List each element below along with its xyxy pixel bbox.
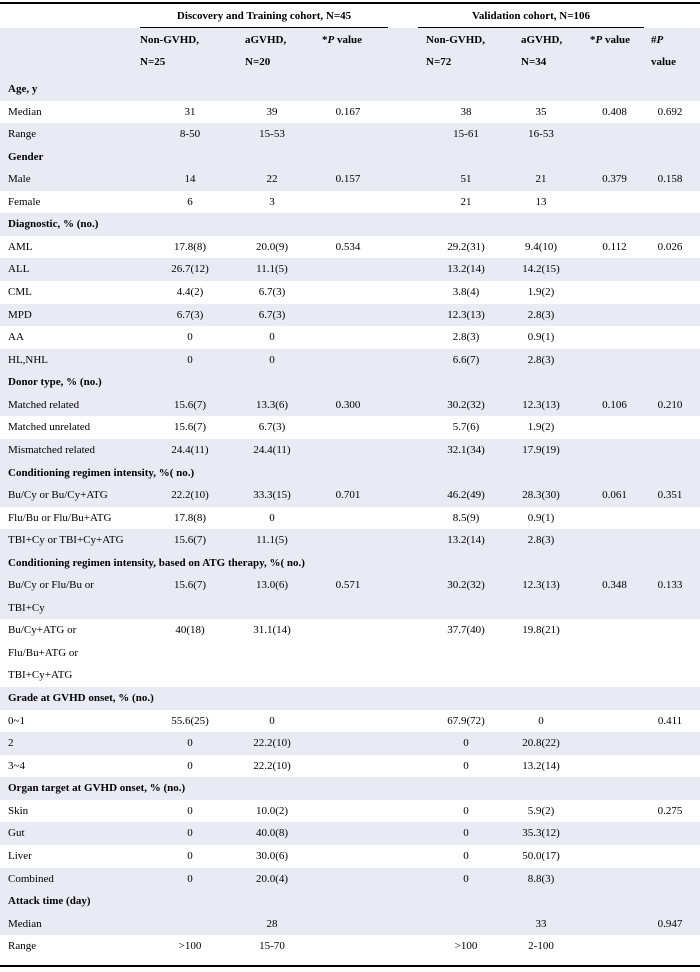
table-cell: 20.8(22)	[522, 737, 560, 750]
row-label-line: Bu/Cy+ATG or	[8, 624, 77, 637]
table-cell: 16-53	[528, 128, 554, 141]
table-cell: 0.411	[657, 714, 683, 727]
table-cell: 0.167	[335, 105, 361, 118]
row-label	[8, 619, 78, 687]
section-label: Gender	[8, 150, 44, 163]
table-cell: 12.3(13)	[522, 398, 560, 411]
table-cell: 10.0(2)	[255, 804, 289, 817]
table-cell: 2-100	[528, 940, 554, 953]
row-label-line: Flu/Bu+ATG or	[8, 646, 79, 659]
table-cell: 0	[269, 714, 275, 727]
table-cell: 0	[463, 759, 469, 772]
table-cell: 32.1(34)	[447, 443, 485, 456]
table-cell: 0	[463, 850, 469, 863]
table-row	[0, 168, 700, 191]
table-cell: 0	[463, 804, 469, 817]
table-row	[0, 913, 700, 936]
table-cell: 21	[535, 173, 547, 186]
table-cell: 0.157	[335, 173, 361, 186]
table-cell: 0.300	[335, 398, 361, 411]
row-label: AML	[8, 240, 33, 253]
table-cell: 8.5(9)	[452, 511, 480, 524]
table-row	[0, 484, 700, 507]
table-row	[0, 101, 700, 124]
row-label: 2	[8, 737, 14, 750]
table-cell: 17.8(8)	[173, 240, 207, 253]
section-row	[0, 78, 700, 101]
table-cell: 13.2(14)	[447, 534, 485, 547]
header-non-gvhd-validation: Non-GVHD, N=72	[426, 34, 485, 68]
table-row	[0, 326, 700, 349]
table-cell: 13.2(14)	[447, 263, 485, 276]
row-label: Combined	[8, 872, 54, 885]
table-cell: >100	[454, 940, 478, 953]
row-label: 3~4	[8, 759, 25, 772]
table-row	[0, 281, 700, 304]
table-cell: 12.3(13)	[522, 579, 560, 592]
section-label: Diagnostic, % (no.)	[8, 218, 99, 231]
table-cell: 17.9(19)	[522, 443, 560, 456]
table-cell: 20.0(9)	[255, 240, 289, 253]
table-cell: 0.133	[657, 579, 683, 592]
section-row	[0, 687, 700, 710]
table-cell: 6.7(3)	[176, 308, 204, 321]
table-cell: 12.3(13)	[447, 308, 485, 321]
table-cell: 31	[184, 105, 196, 118]
table-cell: 0.701	[335, 489, 361, 502]
table-row	[0, 710, 700, 733]
table-cell: 1.9(2)	[527, 421, 555, 434]
table-cell: 5.7(6)	[452, 421, 480, 434]
table-cell: 39	[266, 105, 278, 118]
row-label: Median	[8, 105, 42, 118]
row-label: Liver	[8, 850, 32, 863]
table-cell: 0.348	[602, 579, 627, 592]
section-label: Age, y	[8, 83, 38, 95]
table-cell: 15.6(7)	[173, 398, 207, 411]
table-cell: 0.9(1)	[527, 511, 555, 524]
row-label: TBI+Cy or TBI+Cy+ATG	[8, 534, 124, 547]
table-cell: 37.7(40)	[447, 624, 485, 637]
table-cell: 0.210	[657, 398, 683, 411]
table-row	[0, 800, 700, 823]
table-cell: 3	[269, 195, 275, 208]
table-cell: 0	[269, 331, 275, 344]
table-bottom-rule	[0, 965, 700, 967]
table-cell: 29.2(31)	[447, 240, 485, 253]
table-row	[0, 123, 700, 146]
table-cell: 0	[463, 827, 469, 840]
table-cell: 8-50	[179, 128, 201, 141]
section-label: Donor type, % (no.)	[8, 376, 102, 389]
table-row	[0, 416, 700, 439]
table-cell: 30.2(32)	[447, 579, 485, 592]
table-cell: 22	[266, 173, 278, 186]
table-cell: 17.8(8)	[173, 511, 207, 524]
table-row	[0, 732, 700, 755]
row-label: Bu/Cy or Bu/Cy+ATG	[8, 489, 108, 502]
header-p-value-comparison: #P value	[651, 34, 677, 68]
table-cell: 30.2(32)	[447, 398, 485, 411]
section-label: Organ target at GVHD onset, % (no.)	[8, 782, 186, 795]
section-row	[0, 777, 700, 800]
table-cell: 0.692	[657, 105, 683, 118]
table-cell: 0	[187, 827, 193, 840]
table-cell: 6	[187, 195, 193, 208]
table-cell: 15.6(7)	[173, 534, 207, 547]
table-row	[0, 619, 700, 687]
row-label: Skin	[8, 804, 29, 817]
table-row	[0, 439, 700, 462]
table-row	[0, 868, 700, 891]
table-row	[0, 236, 700, 259]
row-label-line: TBI+Cy	[8, 601, 45, 614]
table-cell: 38	[460, 105, 472, 118]
table-cell: 0.947	[657, 917, 683, 930]
row-label: Range	[8, 128, 37, 141]
table-cell: 6.6(7)	[452, 353, 480, 366]
table-cell: 0	[187, 331, 193, 344]
table-cell: 67.9(72)	[447, 714, 485, 727]
table-cell: 31.1(14)	[253, 624, 291, 637]
row-label: HL,NHL	[8, 353, 49, 366]
table-cell: 0.106	[602, 398, 627, 411]
row-label: CML	[8, 286, 32, 299]
table-cell: 0	[187, 737, 193, 750]
table-cell: 14	[184, 173, 196, 186]
row-label: Mismatched related	[8, 443, 96, 456]
table-row	[0, 304, 700, 327]
table-top-rule	[0, 2, 700, 4]
table-cell: 15-53	[259, 128, 285, 141]
table-cell: 19.8(21)	[522, 624, 560, 637]
row-label: Range	[8, 940, 37, 953]
cohort-title-discovery: Discovery and Training cohort, N=45	[176, 10, 352, 22]
row-label: AA	[8, 331, 24, 344]
table-cell: 24.4(11)	[171, 443, 209, 456]
table-cell: 40.0(8)	[255, 827, 289, 840]
table-cell: 35	[535, 105, 547, 118]
table-cell: 0	[538, 714, 544, 727]
table-cell: 0	[187, 872, 193, 885]
table-cell: 2.8(3)	[527, 534, 555, 547]
section-row	[0, 146, 700, 169]
table-row	[0, 258, 700, 281]
table-cell: 0	[463, 872, 469, 885]
table-cell: 51	[460, 173, 472, 186]
header-agvhd-discovery: aGVHD, N=20	[245, 34, 287, 68]
table-row	[0, 507, 700, 530]
table-cell: 15.6(7)	[173, 421, 207, 434]
table-cell: 0.534	[335, 240, 361, 253]
table-cell: 13.2(14)	[522, 759, 560, 772]
table-row	[0, 845, 700, 868]
table-cell: 0	[463, 737, 469, 750]
table-cell: 0.351	[657, 489, 683, 502]
table-row	[0, 822, 700, 845]
table-cell: 8.8(3)	[527, 872, 555, 885]
table-cell: 46.2(49)	[447, 489, 485, 502]
table-cell: 28	[266, 917, 278, 930]
table-cell: 21	[460, 195, 472, 208]
table-cell: 33	[535, 917, 547, 930]
table-cell: 30.0(6)	[255, 850, 289, 863]
table-cell: 55.6(25)	[171, 714, 209, 727]
section-row	[0, 552, 700, 575]
header-non-gvhd-discovery: Non-GVHD, N=25	[140, 34, 199, 68]
table-row	[0, 574, 700, 619]
section-label: Grade at GVHD onset, % (no.)	[8, 692, 154, 705]
table-cell: 6.7(3)	[258, 286, 286, 299]
section-label: Attack time (day)	[8, 895, 91, 908]
table-cell: 4.4(2)	[176, 286, 204, 299]
table-cell: 15-70	[259, 940, 285, 953]
table-cell: 22.2(10)	[253, 737, 291, 750]
section-row	[0, 371, 700, 394]
table-cell: 0	[187, 353, 193, 366]
table-cell: 0	[269, 353, 275, 366]
row-label: Matched related	[8, 398, 80, 411]
row-label: MPD	[8, 308, 32, 321]
table-cell: 11.1(5)	[256, 534, 288, 547]
table-row	[0, 755, 700, 778]
section-row	[0, 890, 700, 913]
header-agvhd-validation: aGVHD, N=34	[521, 34, 563, 68]
row-label: ALL	[8, 263, 30, 276]
table-cell: 0.571	[335, 579, 361, 592]
table-cell: 20.0(4)	[255, 872, 289, 885]
table-cell: 0.061	[602, 489, 627, 502]
row-label: Flu/Bu or Flu/Bu+ATG	[8, 511, 112, 524]
table-cell: 26.7(12)	[171, 263, 209, 276]
row-label: Matched unrelated	[8, 421, 91, 434]
table-row	[0, 191, 700, 214]
table-cell: 50.0(17)	[522, 850, 560, 863]
table-cell: 22.2(10)	[253, 759, 291, 772]
row-label-line: Bu/Cy or Flu/Bu or	[8, 579, 94, 592]
table-cell: 6.7(3)	[258, 308, 286, 321]
table-cell: 15-61	[453, 128, 479, 141]
section-label: Conditioning regimen intensity, based on ATG therapy, %( no.)	[8, 556, 305, 569]
table-cell: 40(18)	[175, 624, 205, 637]
row-label: Male	[8, 173, 31, 186]
table-cell: 0	[187, 804, 193, 817]
table-cell: 2.8(3)	[452, 331, 480, 344]
table-cell: 3.8(4)	[452, 286, 480, 299]
table-cell: 0	[269, 511, 275, 524]
table-cell: 9.4(10)	[524, 240, 558, 253]
row-label-line: TBI+Cy+ATG	[8, 669, 73, 682]
table-cell: 33.3(15)	[253, 489, 291, 502]
section-row	[0, 462, 700, 485]
section-row	[0, 213, 700, 236]
table-row	[0, 394, 700, 417]
section-label: Conditioning regimen intensity, %( no.)	[8, 466, 195, 479]
row-label: Gut	[8, 827, 25, 840]
header-p-value-discovery: *P value	[322, 34, 363, 46]
header-p-value-validation: *P value	[590, 34, 631, 46]
row-label: 0~1	[8, 714, 25, 727]
row-label: Female	[8, 195, 41, 208]
table-cell: >100	[178, 940, 202, 953]
table-cell: 13.3(6)	[255, 398, 289, 411]
table-cell: 28.3(30)	[522, 489, 560, 502]
cohort-title-validation: Validation cohort, N=106	[471, 10, 590, 22]
table-cell: 0.112	[602, 240, 627, 253]
table-cell: 35.3(12)	[522, 827, 560, 840]
row-label: Median	[8, 917, 42, 930]
table-cell: 0	[187, 759, 193, 772]
table-row	[0, 529, 700, 552]
table-cell: 5.9(2)	[527, 804, 555, 817]
table-cell: 6.7(3)	[258, 421, 286, 434]
table-cell: 2.8(3)	[527, 308, 555, 321]
table-cell: 13.0(6)	[255, 579, 289, 592]
table-cell: 24.4(11)	[253, 443, 291, 456]
table-cell: 0	[187, 850, 193, 863]
table-cell: 0.158	[657, 173, 683, 186]
table-cell: 0.026	[657, 240, 683, 253]
table-cell: 0.275	[657, 804, 683, 817]
table-cell: 11.1(5)	[256, 263, 288, 276]
table-cell: 1.9(2)	[527, 286, 555, 299]
table-cell: 14.2(15)	[522, 263, 560, 276]
table-cell: 0.408	[602, 105, 627, 118]
table-row	[0, 935, 700, 958]
table-cell: 2.8(3)	[527, 353, 555, 366]
table-cell: 0.9(1)	[527, 331, 555, 344]
table-cell: 15.6(7)	[173, 579, 207, 592]
table-cell: 22.2(10)	[171, 489, 209, 502]
table-row	[0, 349, 700, 372]
table-cell: 13	[535, 195, 547, 208]
row-label	[8, 574, 94, 619]
table-cell: 0.379	[602, 173, 627, 186]
